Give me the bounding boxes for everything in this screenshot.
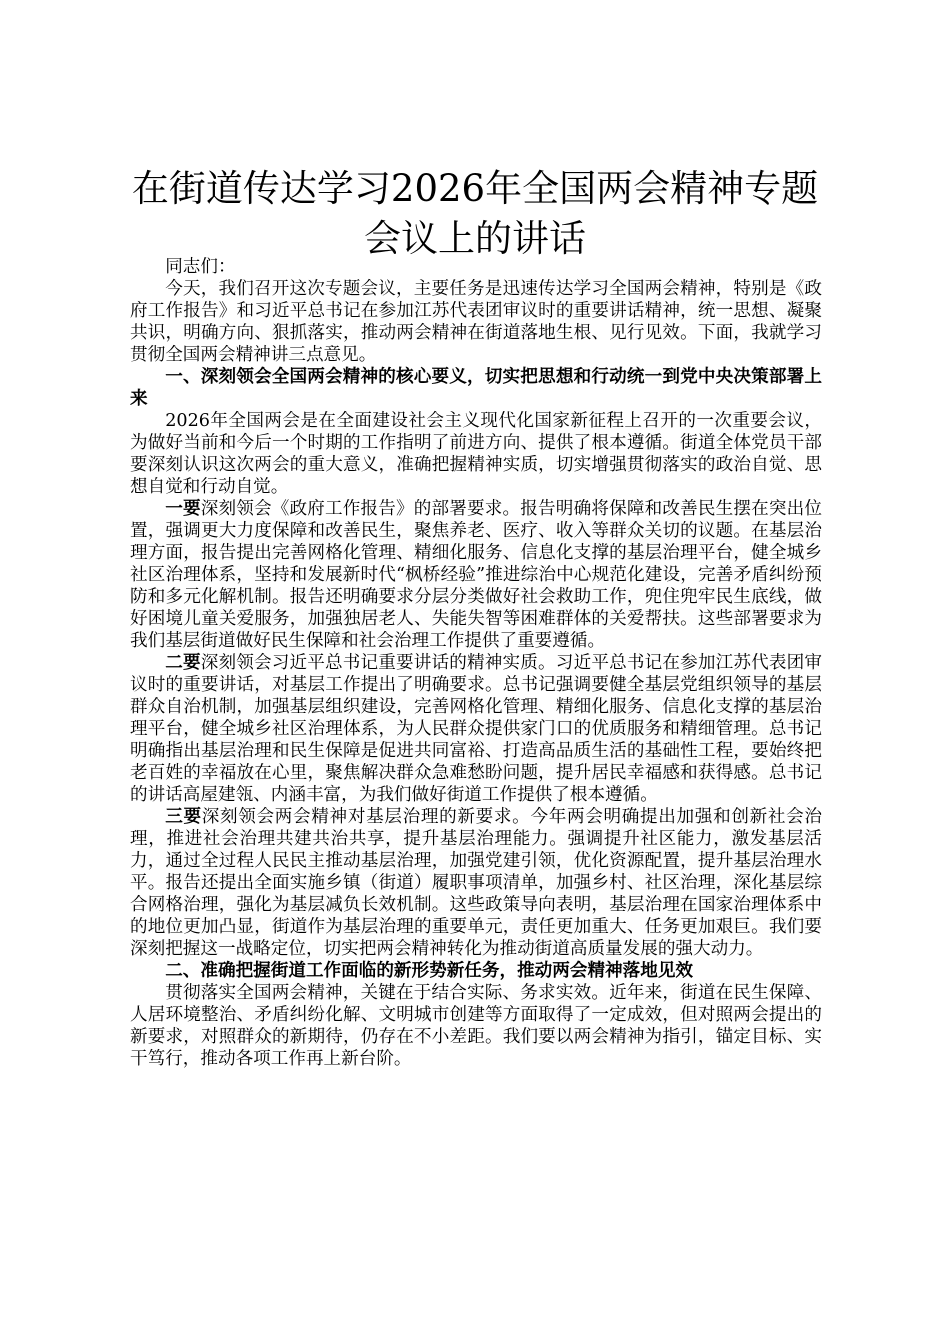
intro-paragraph: 今天，我们召开这次专题会议，主要任务是迅速传达学习全国两会精神，特别是《政府工作报告》和习近平总书记在参加江苏代表团审议时的重要讲话精神，统一思想、凝聚共识，明确方向、狠抓落实，推动两会精神在街道落地生根、见行见效。下面，我就学习贯彻全国两会精神讲三点意见。: [130, 279, 822, 365]
point-2-lead: 二要: [165, 652, 201, 673]
point-2-text: 深刻领会习近平总书记重要讲话的精神实质。习近平总书记在参加江苏代表团审议时的重要讲话，对基层工作提出了明确要求。总书记强调要健全基层党组织领导的基层群众自治机制，加强基层组织建设，完善网格化管理、精细化服务、信息化支撑的基层治理平台，健全城乡社区治理体系，为人民群众提供家门口的优质服务和精细管理。总书记明确指出基层治理和民生保障是促进共同富裕、打造高品质生活的基础性工程，要始终把老百姓的幸福放在心里，聚焦解决群众急难愁盼问题，提升居民幸福感和获得感。总书记的讲话高屋建瓴、内涵丰富，为我们做好街道工作提供了根本遵循。: [130, 653, 822, 805]
section-1-point-1: [130, 498, 822, 652]
section-1-heading: 一、深刻领会全国两会精神的核心要义，切实把思想和行动统一到党中央决策部署上来: [130, 366, 822, 409]
section-1-paragraph: 2026年全国两会是在全面建设社会主义现代化国家新征程上召开的一次重要会议，为做好当前和今后一个时期的工作指明了前进方向、提供了根本遵循。街道全体党员干部要深刻认识这次两会的重大意义，准确把握精神实质，切实增强贯彻落实的政治自觉、思想自觉和行动自觉。: [130, 411, 822, 497]
section-2-heading: 二、准确把握街道工作面临的新形势新任务，推动两会精神落地见效: [165, 960, 694, 981]
greeting: 同志们：: [165, 257, 236, 277]
section-2-paragraph: 贯彻落实全国两会精神，关键在于结合实际、务求实效。近年来，街道在民生保障、人居环境整治、矛盾纠纷化解、文明城市创建等方面取得了一定成效，但对照两会提出的新要求，对照群众的新期待，仍存在不小差距。我们要以两会精神为指引，锚定目标、实干笃行，推动各项工作再上新台阶。: [130, 983, 822, 1069]
section-1-point-2: [130, 652, 822, 806]
point-3-lead: 三要: [165, 806, 202, 827]
section-1-point-3: [130, 806, 822, 960]
point-3-text: 深刻领会两会精神对基层治理的新要求。今年两会明确提出加强和创新社会治理，推进社会治理共建共治共享，提升基层治理能力。强调提升社区能力，激发基层活力，通过全过程人民民主推动基层治理，加强党建引领，优化资源配置，提升基层治理水平。报告还提出全面实施乡镇（街道）履职事项清单，加强乡村、社区治理，深化基层综合网格治理，强化为基层减负长效机制。这些政策导向表明，基层治理在国家治理体系中的地位更加凸显，街道作为基层治理的重要单元，责任更加重大、任务更加艰巨。我们要深刻把握这一战略定位，切实把两会精神转化为推动街道高质量发展的强大动力。: [130, 807, 822, 959]
point-1-text: 深刻领会《政府工作报告》的部署要求。报告明确将保障和改善民生摆在突出位置，强调更大力度保障和改善民生，聚焦养老、医疗、收入等群众关切的议题。在基层治理方面，报告提出完善网格化管理、精细化服务、信息化支撑的基层治理平台，健全城乡社区治理体系，坚持和发展新时代“枫桥经验”推进综治中心规范化建设，完善矛盾纠纷预防和多元化解机制。报告还明确要求分层分类做好社会救助工作，兜住兜牢民生底线，做好困境儿童关爱服务，加强独居老人、失能失智等困难群体的关爱帮扶。这些部署要求为我们基层街道做好民生保障和社会治理工作提供了重要遵循。: [130, 499, 822, 651]
point-1-lead: 一要: [165, 498, 201, 519]
document-title: 在街道传达学习2026年全国两会精神专题会议上的讲话: [131, 167, 819, 260]
document-body: [130, 256, 822, 1070]
